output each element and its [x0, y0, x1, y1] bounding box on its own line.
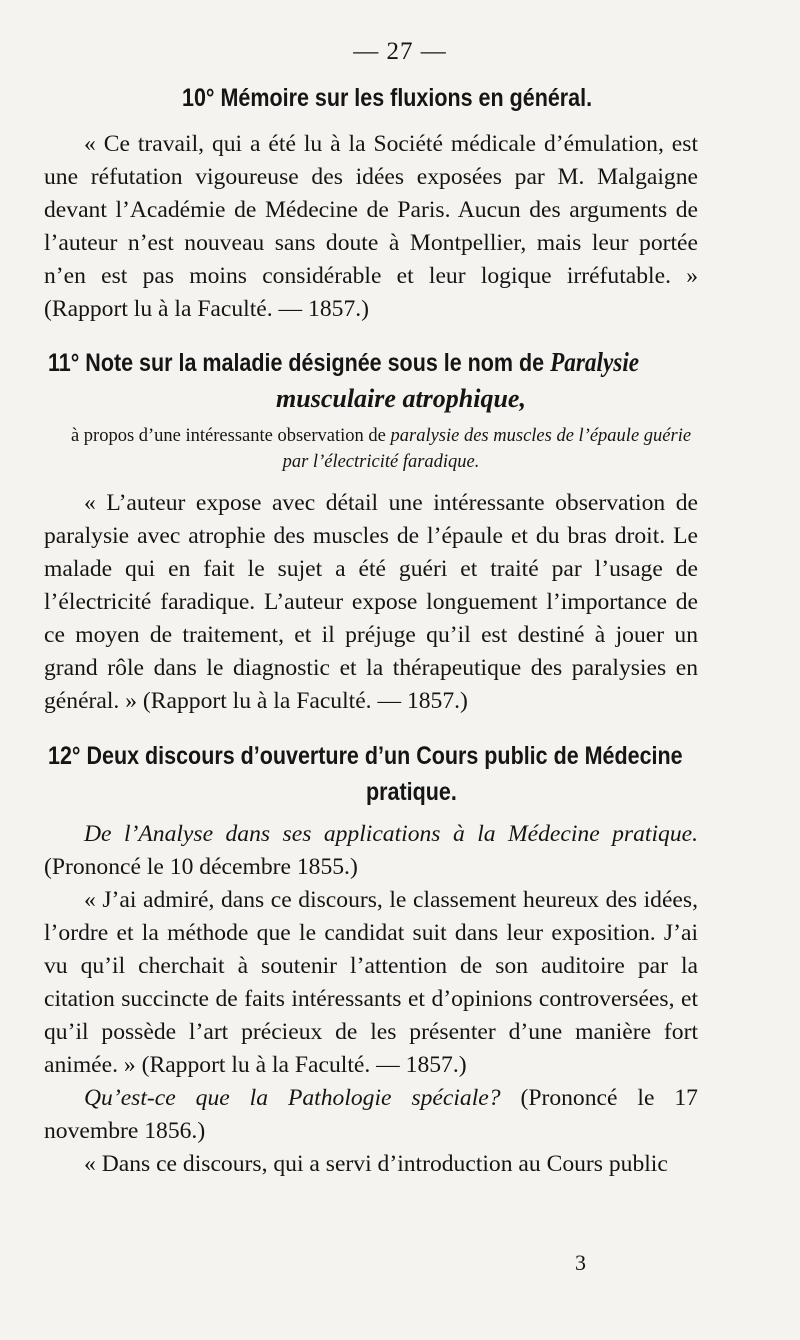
- section-11-body: « L’auteur expose avec détail une intéressante observation de paralysie avec atrophie des muscles de l’épaule et du bras droit. Le malade qui en fait le sujet a été guéri et traité par l’usage de l’électricité faradique. L’auteur expose longuement l’importance de ce moyen de traitement, et il préjuge qu’il est destiné à jouer un grand rôle dans le diagnostic et la thérapeutique des paralysies en général. » (Rapport lu à la Faculté. — 1857.): [44, 490, 698, 714]
- page-number: — 27 —: [353, 38, 447, 65]
- talk-2-title: Qu’est-ce que la Pathologie spéciale?: [84, 1085, 501, 1111]
- section-11-heading-italic: Paralysie: [550, 347, 640, 377]
- talk-1-title-line: [44, 818, 698, 884]
- talk-2-title-line: [44, 1082, 698, 1148]
- section-10-heading: 10° Mémoire sur les fluxions en général.: [182, 84, 593, 112]
- section-11-subtitle: [44, 423, 698, 475]
- talk-1-body: « J’ai admiré, dans ce discours, le classement heureux des idées, l’ordre et la méthode que le candidat suit dans leur exposition. J’ai vu qu’il cherchait à soutenir l’attention de son auditoire par la citation succincte de faits intéressants et d’opinions controversées, et qu’il possède l’art précieux de les présenter d’une manière fort animée. » (Rapport lu à la Faculté. — 1857.): [44, 887, 698, 1078]
- section-11-heading: [48, 344, 640, 381]
- talk-2-date: (Prononcé le 17 novembre 1856.): [44, 1085, 698, 1144]
- section-11-heading-line2: musculaire atrophique,: [276, 384, 526, 413]
- section-12-heading: 12° Deux discours d’ouverture d’un Cours public de Médecine: [48, 742, 683, 770]
- section-12-heading-line2: pratique.: [366, 778, 457, 806]
- talk-1-title: De l’Analyse dans ses applications à la Médecine pratique.: [84, 821, 698, 847]
- section-11-subtitle-italic: paralysie des muscles de l’épaule guérie par l’électricité faradique.: [282, 426, 692, 472]
- talk-2-body: « Dans ce discours, qui a servi d’introduction au Cours public: [84, 1151, 668, 1177]
- section-11-subtitle-prefix: à propos d’une intéressante observation de: [70, 426, 386, 446]
- talk-1-date: (Prononcé le 10 décembre 1855.): [44, 854, 358, 880]
- section-11-heading-prefix: 11° Note sur la maladie désignée sous le nom de: [48, 349, 545, 377]
- section-10-body: « Ce travail, qui a été lu à la Société médicale d’émulation, est une réfutation vigoureuse des idées exposées par M. Malgaigne devant l’Académie de Médecine de Paris. Aucun des arguments de l’auteur n’est nouveau sans doute à Montpellier, mais leur portée n’en est pas moins considérable et leur logique irréfutable. » (Rapport lu à la Faculté. — 1857.): [44, 131, 698, 322]
- signature-mark: 3: [575, 1250, 586, 1275]
